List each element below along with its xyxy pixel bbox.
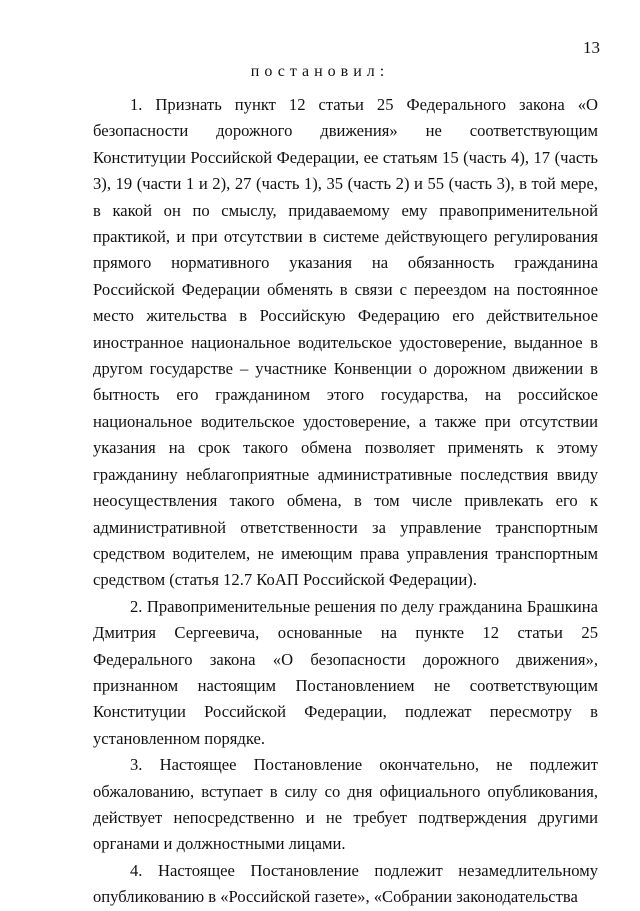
- paragraph-3: 3. Настоящее Постановление окончательно, не подлежит обжалованию, вступает в силу со дня официального опубликования, действует непосредственно и не требует подтверждения другими органами и должностными лицами.: [93, 755, 598, 854]
- paragraph-4: 4. Настоящее Постановление подлежит незамедлительному опубликованию в «Российской газете», «Собрании законодательства: [93, 860, 598, 907]
- page-number: 13: [583, 38, 600, 57]
- paragraph-1: 1. Признать пункт 12 статьи 25 Федерального закона «О безопасности дорожного движения» не соответствующим Конституции Российской Федерации, ее статьям 15 (часть 4), 17 (часть 3), 19 (части 1 и 2), 27 (часть 1), 35 (часть 2) и 55 (часть 3), в той мере, в какой он по смыслу, придаваемому ему правоприменительной практикой, и при отсутствии в системе действующего регулирования прямого нормативного указания на обязанность гражданина Российской Федерации обменять в связи с переездом на постоянное место жительства в Российскую Федерацию его действительное иностранное национальное водительское удостоверение, выданное в другом государстве – участнике Конвенции о дорожном движении в бытность его гражданином этого государства, на российское национальное водительское удостоверение, а также при отсутствии указания на срок такого обмена позволяет применять к этому гражданину неблагоприятные административные последствия ввиду неосуществления такого обмена, в том числе привлекать его к административной ответственности за управление транспортным средством водителем, не имеющим права управления транспортным средством (статья 12.7 КоАП Российской Федерации).: [93, 95, 598, 590]
- paragraph-2: 2. Правоприменительные решения по делу гражданина Брашкина Дмитрия Сергеевича, основанные на пункте 12 статьи 25 Федерального закона «О безопасности дорожного движения», признанном настоящим Постановлением не соответствующим Конституции Российской Федерации, подлежат пересмотру в установленном порядке.: [93, 596, 598, 748]
- resolution-heading: постановил:: [250, 63, 390, 80]
- document-body: [93, 92, 598, 911]
